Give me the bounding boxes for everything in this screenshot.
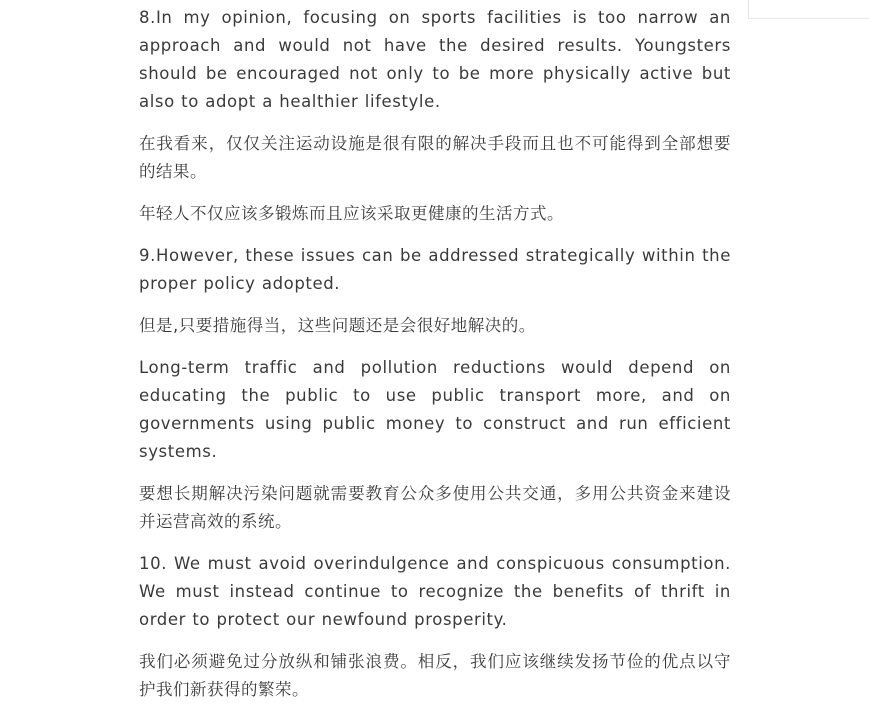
article-body: [139, 4, 731, 718]
paragraph-9-english: 9.However, these issues can be addressed strategically within the proper policy adopted.: [139, 246, 731, 293]
paragraph-9-chinese: 但是,只要措施得当，这些问题还是会很好地解决的。: [139, 316, 536, 335]
paragraph-10-chinese: 我们必须避免过分放纵和铺张浪费。相反，我们应该继续发扬节俭的优点以守护我们新获得的繁荣。: [139, 652, 731, 699]
paragraph-9b-english: Long-term traffic and pollution reductions would depend on educating the public to use public transport more, and on governments using public money to construct and run efficient systems.: [139, 358, 731, 461]
top-right-panel-edge: [748, 0, 869, 19]
paragraph-8-chinese-part2: 年轻人不仅应该多锻炼而且应该采取更健康的生活方式。: [139, 204, 564, 223]
paragraph-9b-chinese: 要想长期解决污染问题就需要教育公众多使用公共交通，多用公共资金来建设并运营高效的系统。: [139, 484, 731, 531]
paragraph-10-english: 10. We must avoid overindulgence and conspicuous consumption. We must instead continue to recognize the benefits of thrift in order to protect our newfound prosperity.: [139, 554, 731, 629]
paragraph-8-chinese-part1: 在我看来，仅仅关注运动设施是很有限的解决手段而且也不可能得到全部想要的结果。: [139, 134, 731, 181]
paragraph-8-english: 8.In my opinion, focusing on sports facilities is too narrow an approach and would not have the desired results. Youngsters should be encouraged not only to be more physically active but also to adopt a healthier lifestyle.: [139, 8, 731, 111]
